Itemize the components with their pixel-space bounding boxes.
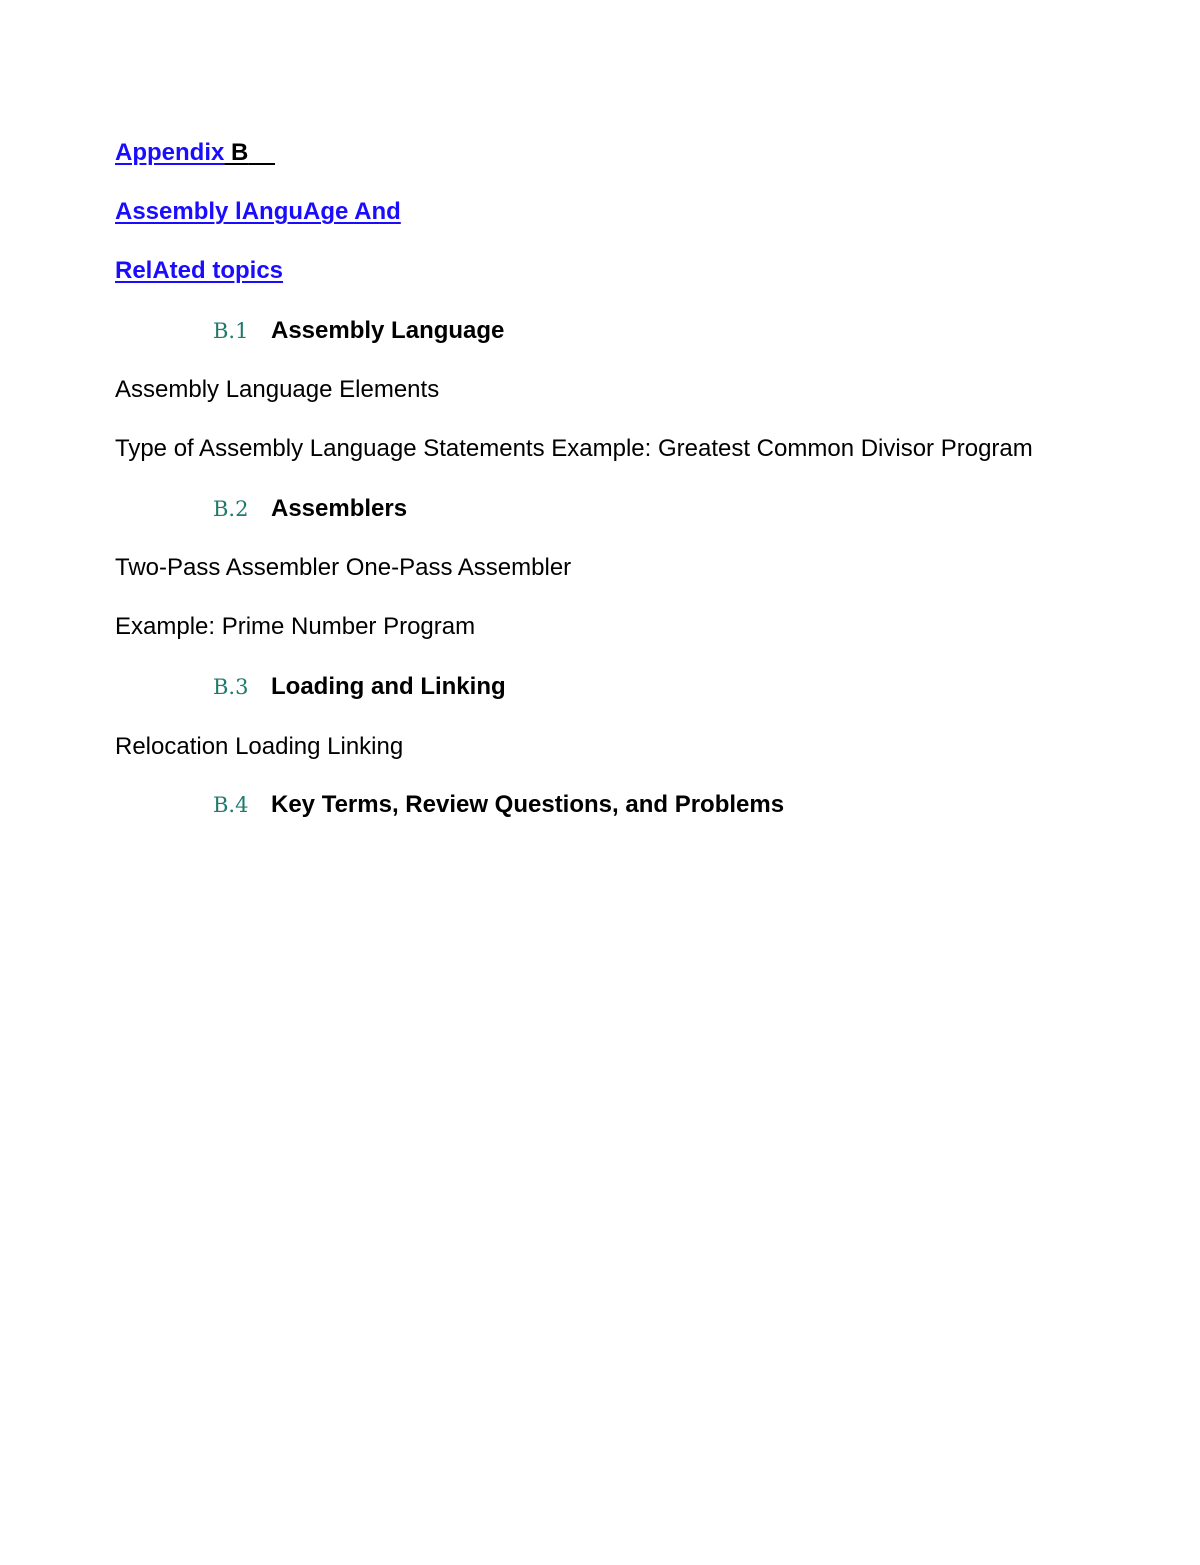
section-heading-b2	[213, 494, 407, 527]
appendix-heading	[115, 138, 275, 168]
title-link-line-1[interactable]: Assembly lAnguAge And	[115, 198, 401, 225]
section-heading-b4	[213, 790, 784, 823]
section-title: Assembly Language	[271, 317, 505, 344]
section-heading-b1	[213, 316, 504, 349]
section-title: Loading and Linking	[271, 673, 506, 700]
appendix-link[interactable]: Appendix	[115, 139, 225, 166]
section-item: Two-Pass Assembler One-Pass Assembler	[115, 554, 572, 581]
section-number: B.4	[213, 793, 249, 817]
appendix-letter: B	[231, 139, 249, 166]
section-number: B.2	[213, 497, 249, 521]
section-number: B.1	[213, 319, 249, 343]
section-number: B.3	[213, 675, 249, 699]
section-item: Relocation Loading Linking	[115, 733, 404, 760]
section-heading-b3	[213, 672, 506, 705]
section-item: Assembly Language Elements	[115, 376, 440, 403]
title-link-line-2[interactable]: RelAted topics	[115, 257, 284, 284]
title-line-1	[115, 197, 401, 227]
title-line-2	[115, 256, 283, 286]
section-title: Key Terms, Review Questions, and Problems	[271, 791, 785, 818]
section-title: Assemblers	[271, 495, 408, 522]
section-item: Example: Prime Number Program	[115, 613, 476, 640]
section-item: Type of Assembly Language Statements Example: Greatest Common Divisor Program	[115, 435, 1033, 462]
